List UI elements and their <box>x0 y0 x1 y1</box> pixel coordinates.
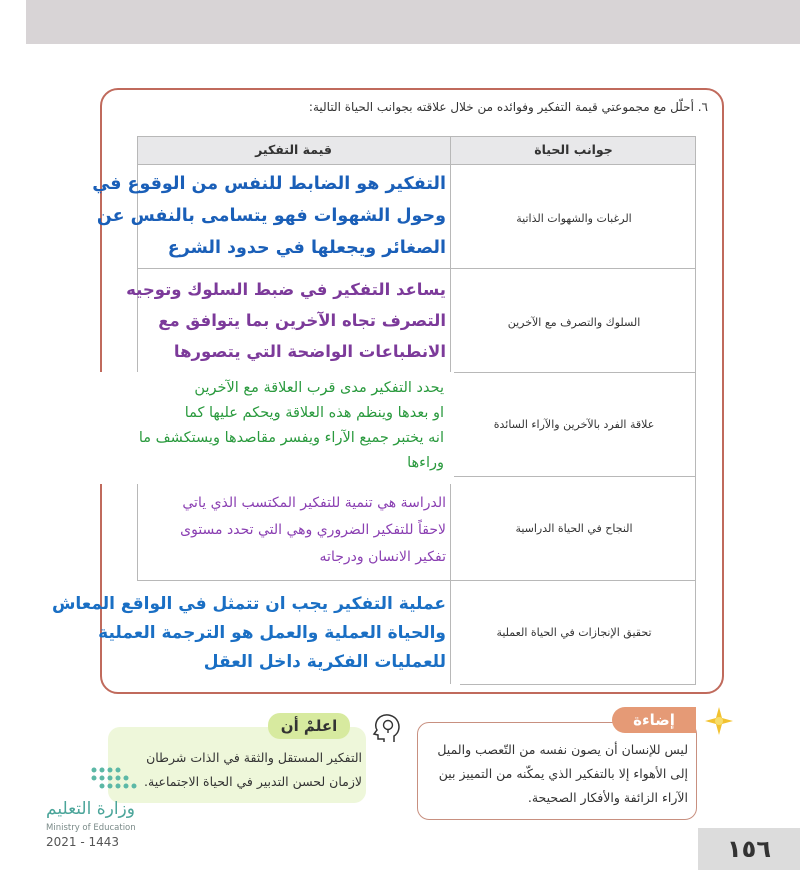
answer-line: التصرف تجاه الآخرين بما يتوافق مع <box>158 311 446 330</box>
answer-cell <box>150 490 446 571</box>
answer-cell <box>92 168 446 264</box>
learn-line: لازمان لحسن التدبير في الحياة الاجتماعية. <box>144 774 362 789</box>
answer-line: للعمليات الفكرية داخل العقل <box>203 652 446 672</box>
answer-line: او بعدها وينظم هذه العلاقة ويحكم عليها كما <box>184 405 444 421</box>
answer-line: تفكير الانسان ودرجاته <box>319 549 446 565</box>
learn-line: التفكير المستقل والثقة في الذات شرطان <box>146 750 362 765</box>
answer-line: وراءها <box>407 455 444 471</box>
answer-line: يساعد التفكير في ضبط السلوك وتوجيه <box>126 280 446 299</box>
aspect-cell: الرغبات والشهوات الذاتية <box>516 212 632 225</box>
tip-line: الآراء الزائفة والأفكار الصحيحة. <box>527 790 688 805</box>
answer-line: التفكير هو الضابط للنفس من الوقوع في <box>92 174 446 194</box>
table-bottom-border <box>460 684 696 685</box>
header-aspect: جوانب الحياة <box>451 136 696 164</box>
answer-line: يحدد التفكير مدى قرب العلاقة مع الآخرين <box>194 380 444 396</box>
answer-line: لاحقاً للتفكير الضروري وهي التي تحدد مستوى <box>180 522 446 538</box>
question-text: ٦. أحلّل مع مجموعتي قيمة التفكير وفوائده من خلال علاقته بجوانب الحياة التالية: <box>308 100 708 114</box>
table-header-border <box>137 164 696 165</box>
aspect-cell: النجاح في الحياة الدراسية <box>515 522 633 535</box>
answer-line: عملية التفكير يجب ان تتمثل في الواقع المعاش <box>51 594 446 614</box>
learn-title: اعلمْ أن <box>268 713 350 739</box>
table-top-border <box>137 136 696 137</box>
ministry-name-arabic: وزارة التعليم <box>46 799 135 819</box>
answer-line: الانطباعات الواضحة التي يتصورها <box>173 342 446 361</box>
row-divider <box>137 580 696 581</box>
aspect-cell: علاقة الفرد بالآخرين والآراء السائدة <box>493 418 655 431</box>
answer-cell <box>100 376 444 476</box>
answer-line: الدراسة هي تنمية للتفكير المكتسب الذي ياتي <box>182 495 446 511</box>
answer-cell <box>51 590 446 677</box>
sparkle-icon <box>704 706 734 736</box>
tip-line: إلى الأهواء إلا بالتفكير الذي يمكّنه من التمييز بين <box>438 766 688 781</box>
answer-line: الصغائر ويجعلها في حدود الشرع <box>167 238 446 258</box>
page-number: ١٥٦ <box>698 828 800 870</box>
tip-line: ليس للإنسان أن يصون نفسه من التّعصب والميل <box>437 742 688 757</box>
header-value: قيمة التفكير <box>137 136 450 164</box>
answer-line: وحول الشهوات فهو يتسامى بالنفس عن <box>96 206 446 226</box>
tip-text <box>426 738 688 810</box>
answer-line: انه يختبر جميع الآراء ويفسر مقاصدها ويستكشف ما <box>138 430 444 446</box>
head-lightbulb-icon <box>372 712 402 746</box>
edition-year: 2021 - 1443 <box>46 835 120 849</box>
row-divider <box>137 268 696 269</box>
ministry-logo-icon <box>88 764 158 790</box>
aspect-cell: تحقيق الإنجازات في الحياة العملية <box>496 626 652 639</box>
top-header-bar <box>26 0 800 44</box>
answer-line: والحياة العملية والعمل هو الترجمة العملية <box>98 623 446 643</box>
aspect-cell: السلوك والتصرف مع الآخرين <box>507 316 641 329</box>
answer-cell <box>126 274 446 367</box>
tip-title: إضاءة <box>612 707 696 733</box>
ministry-name-english: Ministry of Education <box>46 823 136 833</box>
